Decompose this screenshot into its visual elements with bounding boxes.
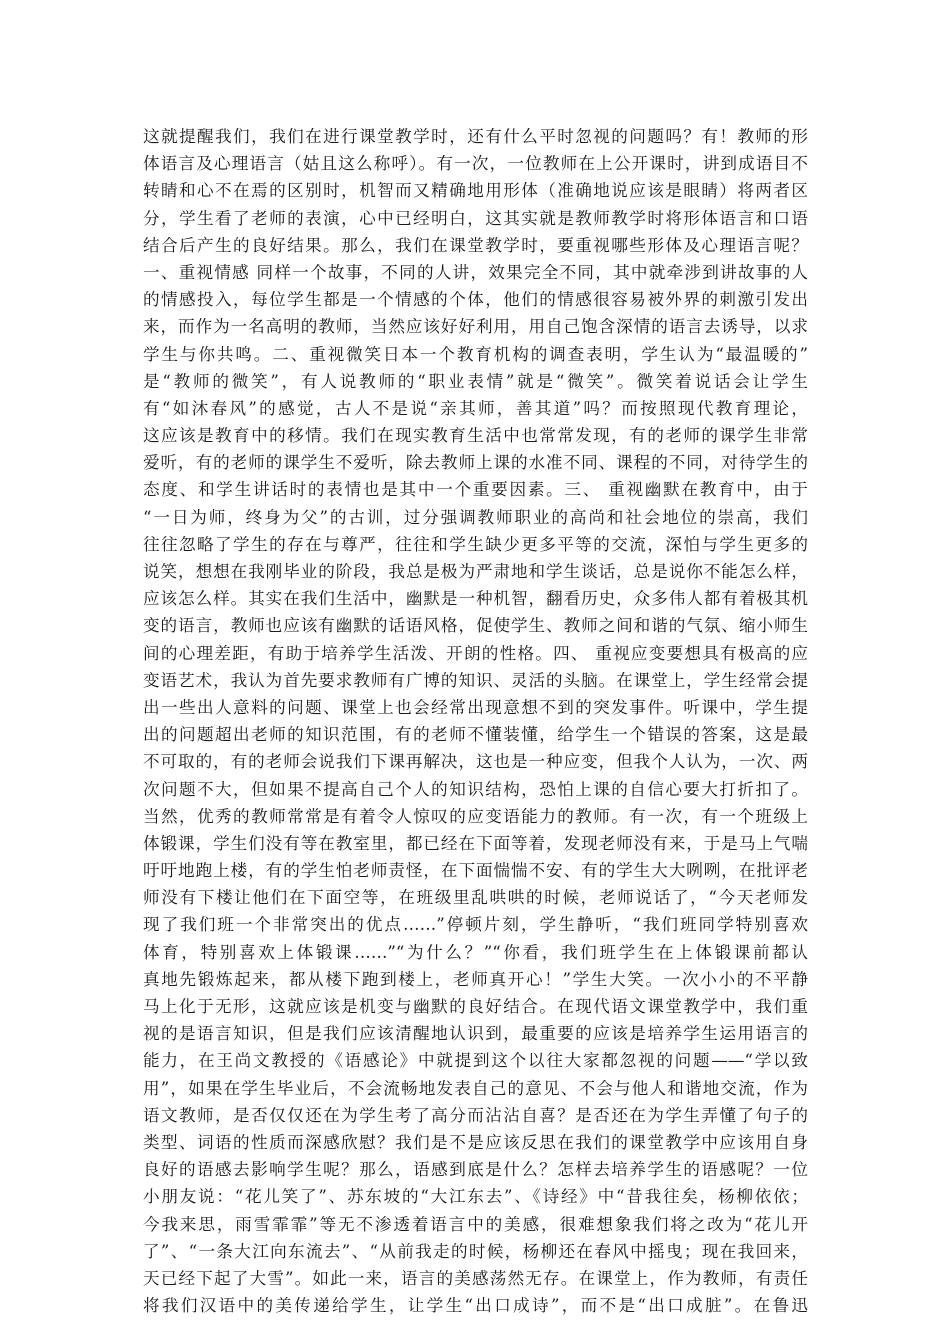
text-line: 语文教师，是否仅仅还在为学生考了高分而沾沾自喜？是否还在为学生弄懂了句子的 bbox=[143, 1105, 808, 1125]
text-line: 态度、和学生讲话时的表情也是其中一个重要因素。三、 重视幽默在教育中，由于 bbox=[143, 480, 808, 500]
text-line: 来，而作为一名高明的教师，当然应该好好利用，用自己饱含深情的语言去诱导，以求 bbox=[143, 317, 808, 337]
body-text bbox=[143, 123, 808, 1319]
text-line: 这就提醒我们，我们在进行课堂教学时，还有什么平时忽视的问题吗？有！教师的形 bbox=[143, 127, 808, 146]
text-line: 体语言及心理语言（姑且这么称呼）。有一次，一位教师在上公开课时，讲到成语目不 bbox=[143, 154, 808, 174]
text-line: 往往忽略了学生的存在与尊严，往往和学生缺少更多平等的交流，深怕与学生更多的 bbox=[143, 534, 808, 554]
text-line: 将我们汉语中的美传递给学生，让学生“出口成诗”，而不是“出口成脏”。在鲁迅 bbox=[143, 1296, 808, 1316]
text-line: 马上化于无形，这就应该是机变与幽默的良好结合。在现代语文课堂教学中，我们重 bbox=[143, 997, 808, 1016]
text-line: 变的语言，教师也应该有幽默的话语风格，促使学生、教师之间和谐的气氛、缩小师生 bbox=[143, 616, 808, 636]
text-line: 分，学生看了老师的表演，心中已经明白，这其实就是教师教学时将形体语言和口语 bbox=[143, 208, 808, 228]
text-line: 用”，如果在学生毕业后，不会流畅地发表自己的意见、不会与他人和谐地交流，作为 bbox=[143, 1078, 808, 1098]
text-line: 师没有下楼让他们在下面空等，在班级里乱哄哄的时候，老师说话了，“今天老师发 bbox=[143, 888, 808, 908]
text-line: 有“如沐春风”的感觉，古人不是说“亲其师，善其道”吗？而按照现代教育理论， bbox=[143, 398, 808, 418]
text-line: 当然，优秀的教师常常是有着令人惊叹的应变语能力的教师。有一次，有一个班级上 bbox=[143, 806, 808, 826]
text-line: 类型、词语的性质而深感欣慰？我们是不是应该反思在我们的课堂教学中应该用自身 bbox=[143, 1132, 808, 1152]
text-line: 了”、“一条大江向东流去”、“从前我走的时候，杨柳还在春风中摇曳；现在我回来， bbox=[143, 1241, 808, 1261]
text-line: 不可取的，有的老师会说我们下课再解决，这也是一种应变，但我个人认为，一次、两 bbox=[143, 752, 808, 772]
text-line: 能力，在王尚文教授的《语感论》中就提到这个以往大家都忽视的问题——“学以致 bbox=[143, 1051, 808, 1071]
text-line: 真地先锻炼起来，都从楼下跑到楼上，老师真开心！”学生大笑。一次小小的不平静 bbox=[143, 969, 808, 989]
text-line: 应该怎么样。其实在我们生活中，幽默是一种机智，翻看历史，众多伟人都有着极其机 bbox=[143, 589, 808, 609]
text-line: 是“教师的微笑”，有人说教师的“职业表情”就是“微笑”。微笑着说话会让学生 bbox=[143, 371, 808, 391]
text-line: 间的心理差距，有助于培养学生活泼、开朗的性格。四、 重视应变要想具有极高的应 bbox=[143, 643, 808, 663]
text-line: “一日为师，终身为父”的古训，过分强调教师职业的高尚和社会地位的崇高，我们 bbox=[143, 507, 808, 527]
text-line: 学生与你共鸣。二、重视微笑日本一个教育机构的调查表明，学生认为“最温暖的” bbox=[143, 344, 808, 364]
text-line: 一、重视情感 同样一个故事，不同的人讲，效果完全不同，其中就牵涉到讲故事的人 bbox=[143, 262, 808, 282]
text-line: 现了我们班一个非常突出的优点……”停顿片刻，学生静听，“我们班同学特别喜欢 bbox=[143, 915, 808, 935]
text-line: 出一些出人意料的问题、课堂上也会经常出现意想不到的突发事件。听课中，学生提 bbox=[143, 697, 808, 717]
text-line: 说笑，想想在我刚毕业的阶段，我总是极为严肃地和学生谈话，总是说你不能怎么样， bbox=[143, 562, 808, 581]
text-line: 次问题不大，但如果不提高自己个人的知识结构，恐怕上课的自信心要大打折扣了。 bbox=[143, 779, 808, 799]
text-line: 结合后产生的良好结果。那么，我们在课堂教学时，要重视哪些形体及心理语言呢？ bbox=[143, 235, 808, 255]
text-line: 视的是语言知识，但是我们应该清醒地认识到，最重要的应该是培养学生运用语言的 bbox=[143, 1024, 808, 1044]
text-line: 体育，特别喜欢上体锻课……”“为什么？”“你看，我们班学生在上体锻课前都认 bbox=[143, 942, 808, 962]
text-line: 小朋友说：“花儿笑了”、苏东坡的“大江东去”、《诗经》中“昔我往矣，杨柳依依； bbox=[143, 1187, 808, 1207]
text-line: 体锻课，学生们没有等在教室里，都已经在下面等着，发现老师没有来，于是马上气喘 bbox=[143, 833, 808, 853]
text-line: 今我来思，雨雪霏霏”等无不渗透着语言中的美感，很难想象我们将之改为“花儿开 bbox=[143, 1214, 808, 1234]
text-line: 天已经下起了大雪”。如此一来，语言的美感荡然无存。在课堂上，作为教师，有责任 bbox=[143, 1268, 808, 1288]
text-line: 爱听，有的老师的课学生不爱听，除去教师上课的水准不同、课程的不同，对待学生的 bbox=[143, 453, 808, 473]
text-line: 吁吁地跑上楼，有的学生怕老师责怪，在下面惴惴不安、有的学生大大咧咧，在批评老 bbox=[143, 861, 808, 881]
text-line: 的情感投入，每位学生都是一个情感的个体，他们的情感很容易被外界的刺激引发出 bbox=[143, 290, 808, 310]
text-line: 转睛和心不在焉的区别时，机智而又精确地用形体（准确地说应该是眼睛）将两者区 bbox=[143, 181, 808, 201]
text-line: 良好的语感去影响学生呢？那么，语感到底是什么？怎样去培养学生的语感呢？一位 bbox=[143, 1160, 808, 1180]
text-line: 出的问题超出老师的知识范围，有的老师不懂装懂，给学生一个错误的答案，这是最 bbox=[143, 725, 808, 745]
text-line: 变语艺术，我认为首先要求教师有广博的知识、灵活的头脑。在课堂上，学生经常会提 bbox=[143, 670, 808, 690]
text-line: 这应该是教育中的移情。我们在现实教育生活中也常常发现，有的老师的课学生非常 bbox=[143, 426, 808, 446]
